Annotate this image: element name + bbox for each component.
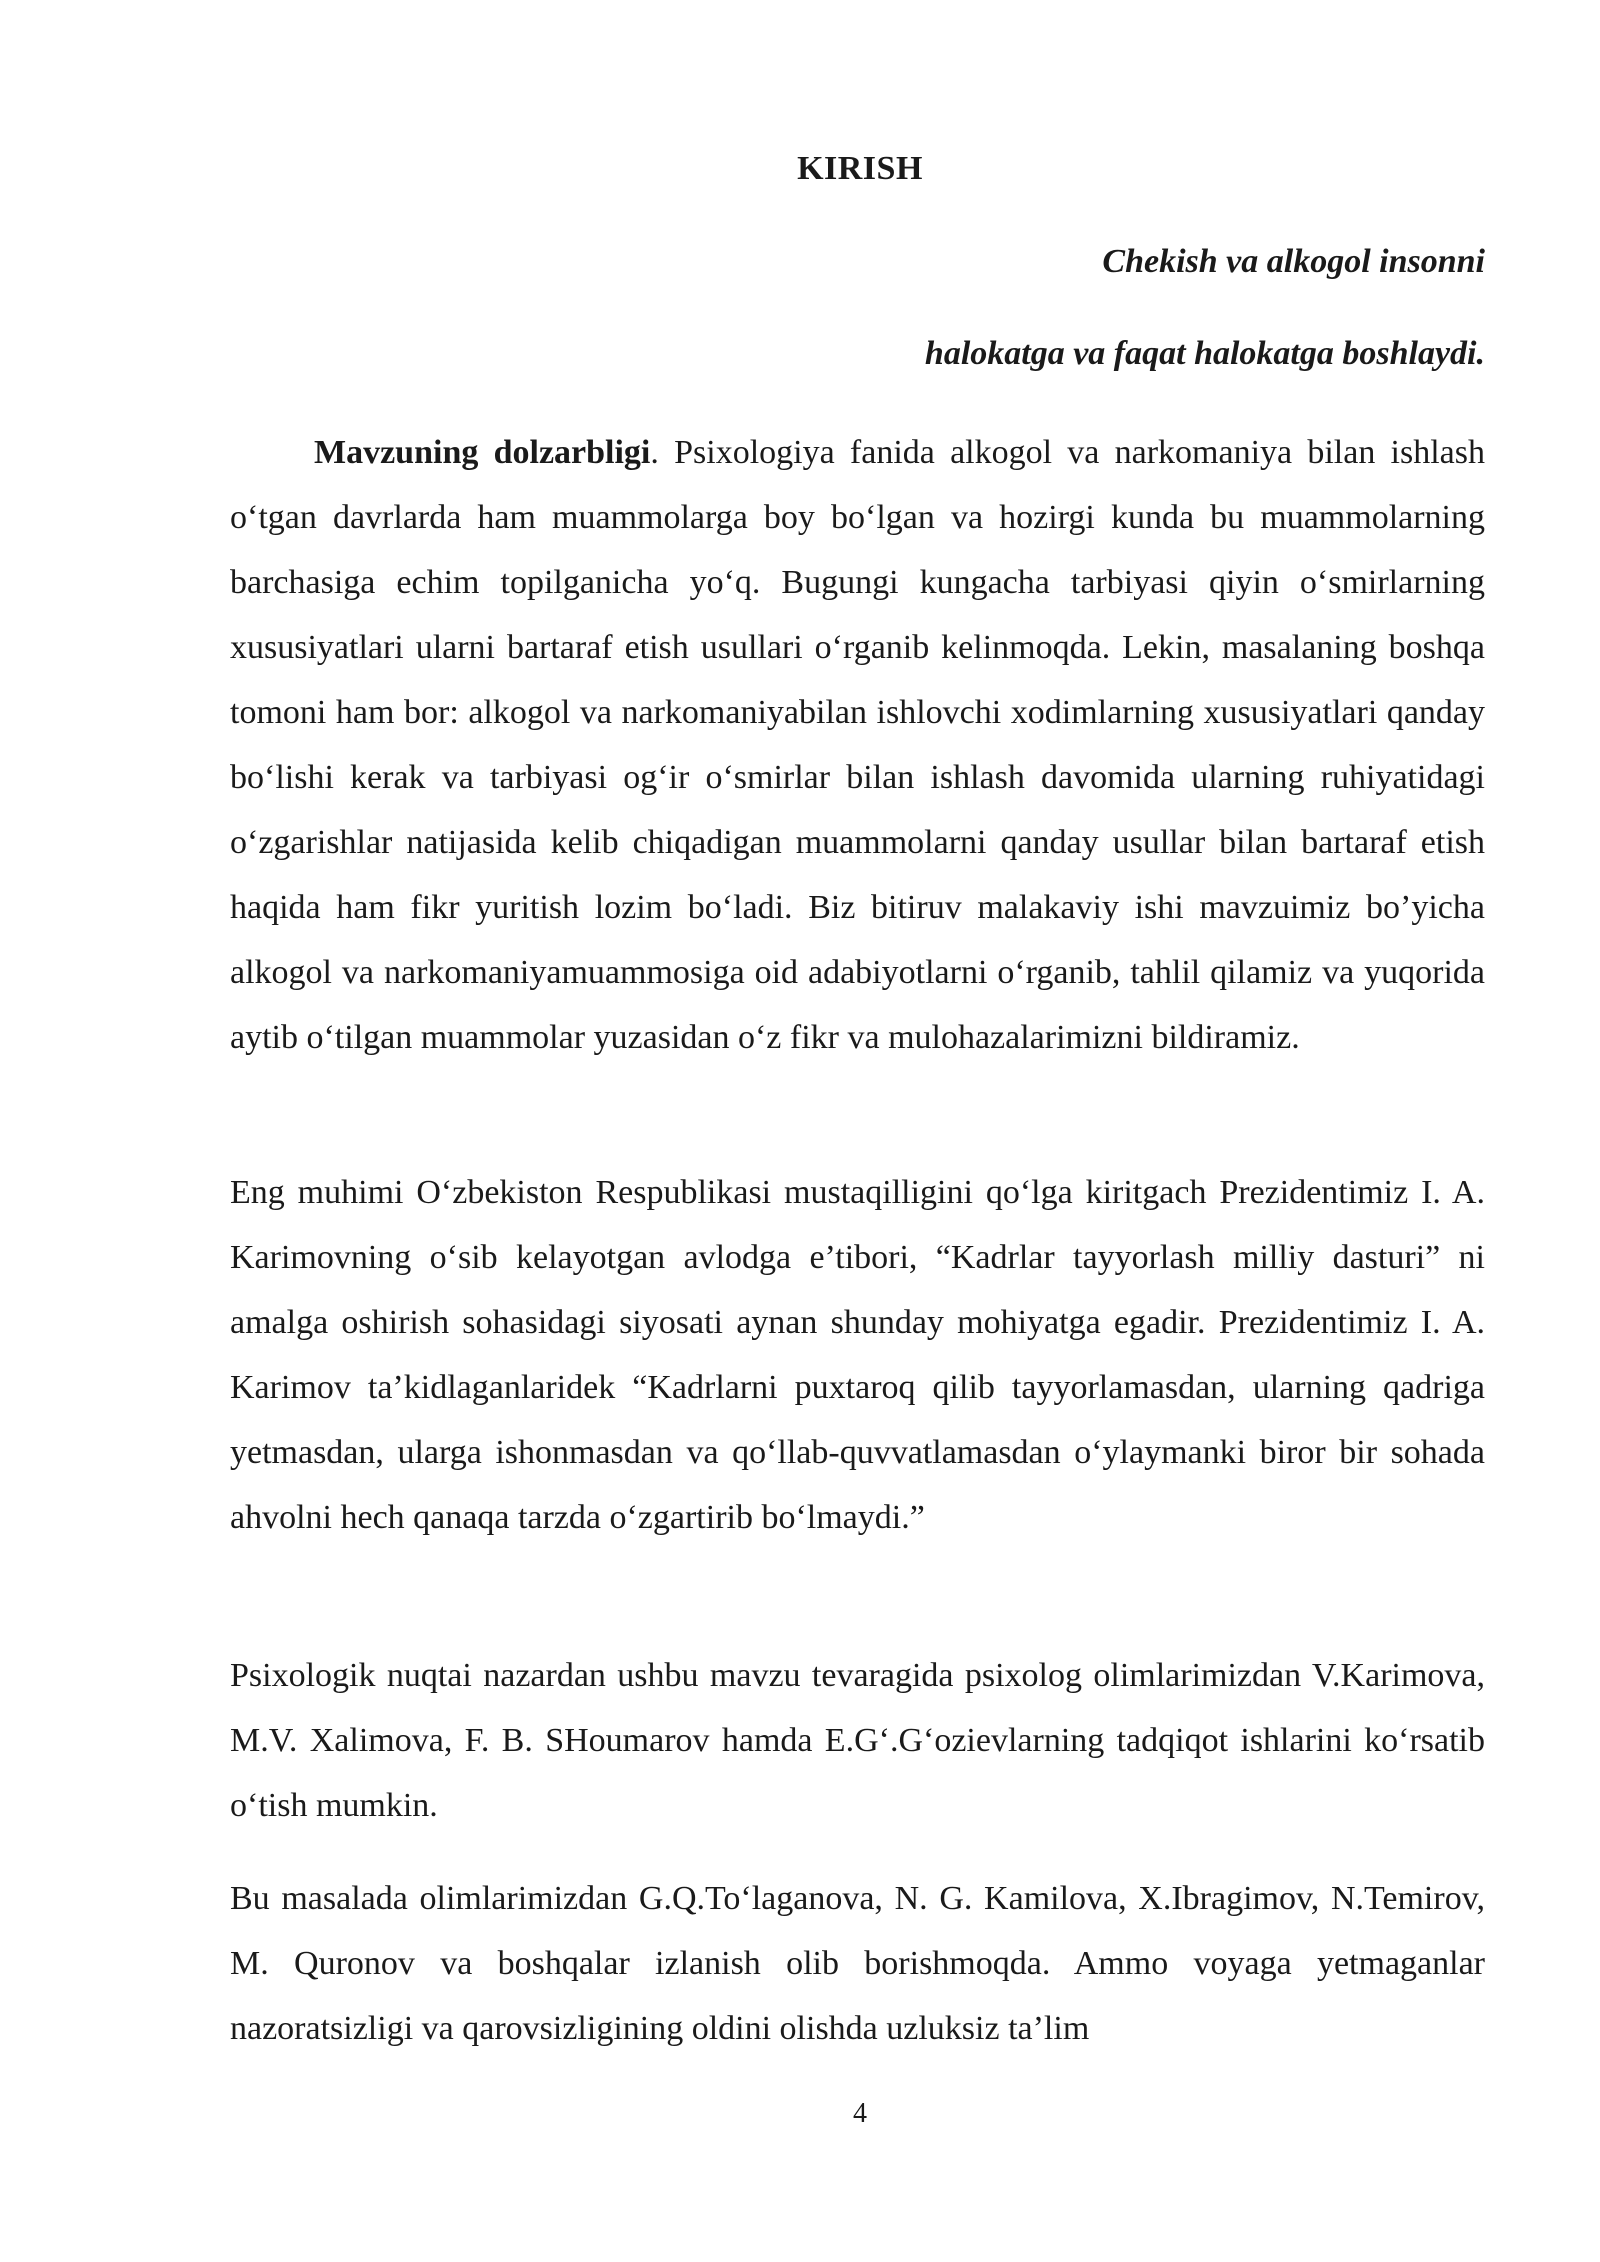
paragraph-text: Bu masalada olimlarimizdan G.Q.To‘laganova, N. G. Kamilova, X.Ibragimov, N.Temirov, M. Quronov va boshqalar izlanish olib borishmoqda. Ammo voyaga yetmaganlar nazoratsizligi va qarovsizligining oldini olishda uzluksiz ta’lim <box>230 1880 1485 2047</box>
paragraph-relevance <box>230 420 1485 1070</box>
page-number: 4 <box>853 2098 867 2129</box>
epigraph-line-1: Chekish va alkogol insonni <box>1102 243 1485 280</box>
page-title: KIRISH <box>797 150 923 187</box>
paragraph-researchers <box>230 1866 1485 2061</box>
paragraph-president <box>230 1160 1485 1550</box>
epigraph-line-2: halokatga va faqat halokatga boshlaydi. <box>924 335 1485 372</box>
paragraph-text: Psixologik nuqtai nazardan ushbu mavzu tevaragida psixolog olimlarimizdan V.Karimova, M.V. Xalimova, F. B. SHoumarov hamda E.G‘.G‘ozievlarning tadqiqot ishlarini ko‘rsatib o‘tish mumkin. <box>230 1657 1485 1824</box>
paragraph-text: Eng muhimi O‘zbekiston Respublikasi mustaqilligini qo‘lga kiritgach Prezidentimiz I. A. Karimovning o‘sib kelayotgan avlodga e’tibori, “Kadrlar tayyorlash milliy dasturi” ni amalga oshirish sohasidagi siyosati aynan shunday mohiyatga egadir. Prezidentimiz I. A. Karimov ta’kidlaganlaridek “Kadrlarni puxtaroq qilib tayyorlamasdan, ularning qadriga yetmasdan, ularga ishonmasdan va qo‘llab-quvvatlamasdan o‘ylaymanki biror bir sohada ahvolni hech qanaqa tarzda o‘zgartirib bo‘lmaydi.” <box>230 1174 1485 1536</box>
paragraph-psychologists <box>230 1643 1485 1838</box>
paragraph-text: . Psixologiya fanida alkogol va narkomaniya bilan ishlash o‘tgan davrlarda ham muammolarga boy bo‘lgan va hozirgi kunda bu muammolarning barchasiga echim topilganicha yo‘q. Bugungi kungacha tarbiyasi qiyin o‘smirlarning xususiyatlari ularni bartaraf etish usullari o‘rganib kelinmoqda. Lekin, masalaning boshqa tomoni ham bor: alkogol va narkomaniyabilan ishlovchi xodimlarning xususiyatlari qanday bo‘lishi kerak va tarbiyasi og‘ir o‘smirlar bilan ishlash davomida ularning ruhiyatidagi o‘zgarishlar natijasida kelib chiqadigan muammolarni qanday usullar bilan bartaraf etish haqida ham fikr yuritish lozim bo‘ladi. Biz bitiruv malakaviy ishi mavzuimiz bo’yicha alkogol va narkomaniyamuammosiga oid adabiyotlarni o‘rganib, tahlil qilamiz va yuqorida aytib o‘tilgan muammolar yuzasidan o‘z fikr va mulohazalarimizni bildiramiz. <box>230 434 1485 1056</box>
paragraph-lead-heading: Mavzuning dolzarbligi <box>314 434 651 471</box>
